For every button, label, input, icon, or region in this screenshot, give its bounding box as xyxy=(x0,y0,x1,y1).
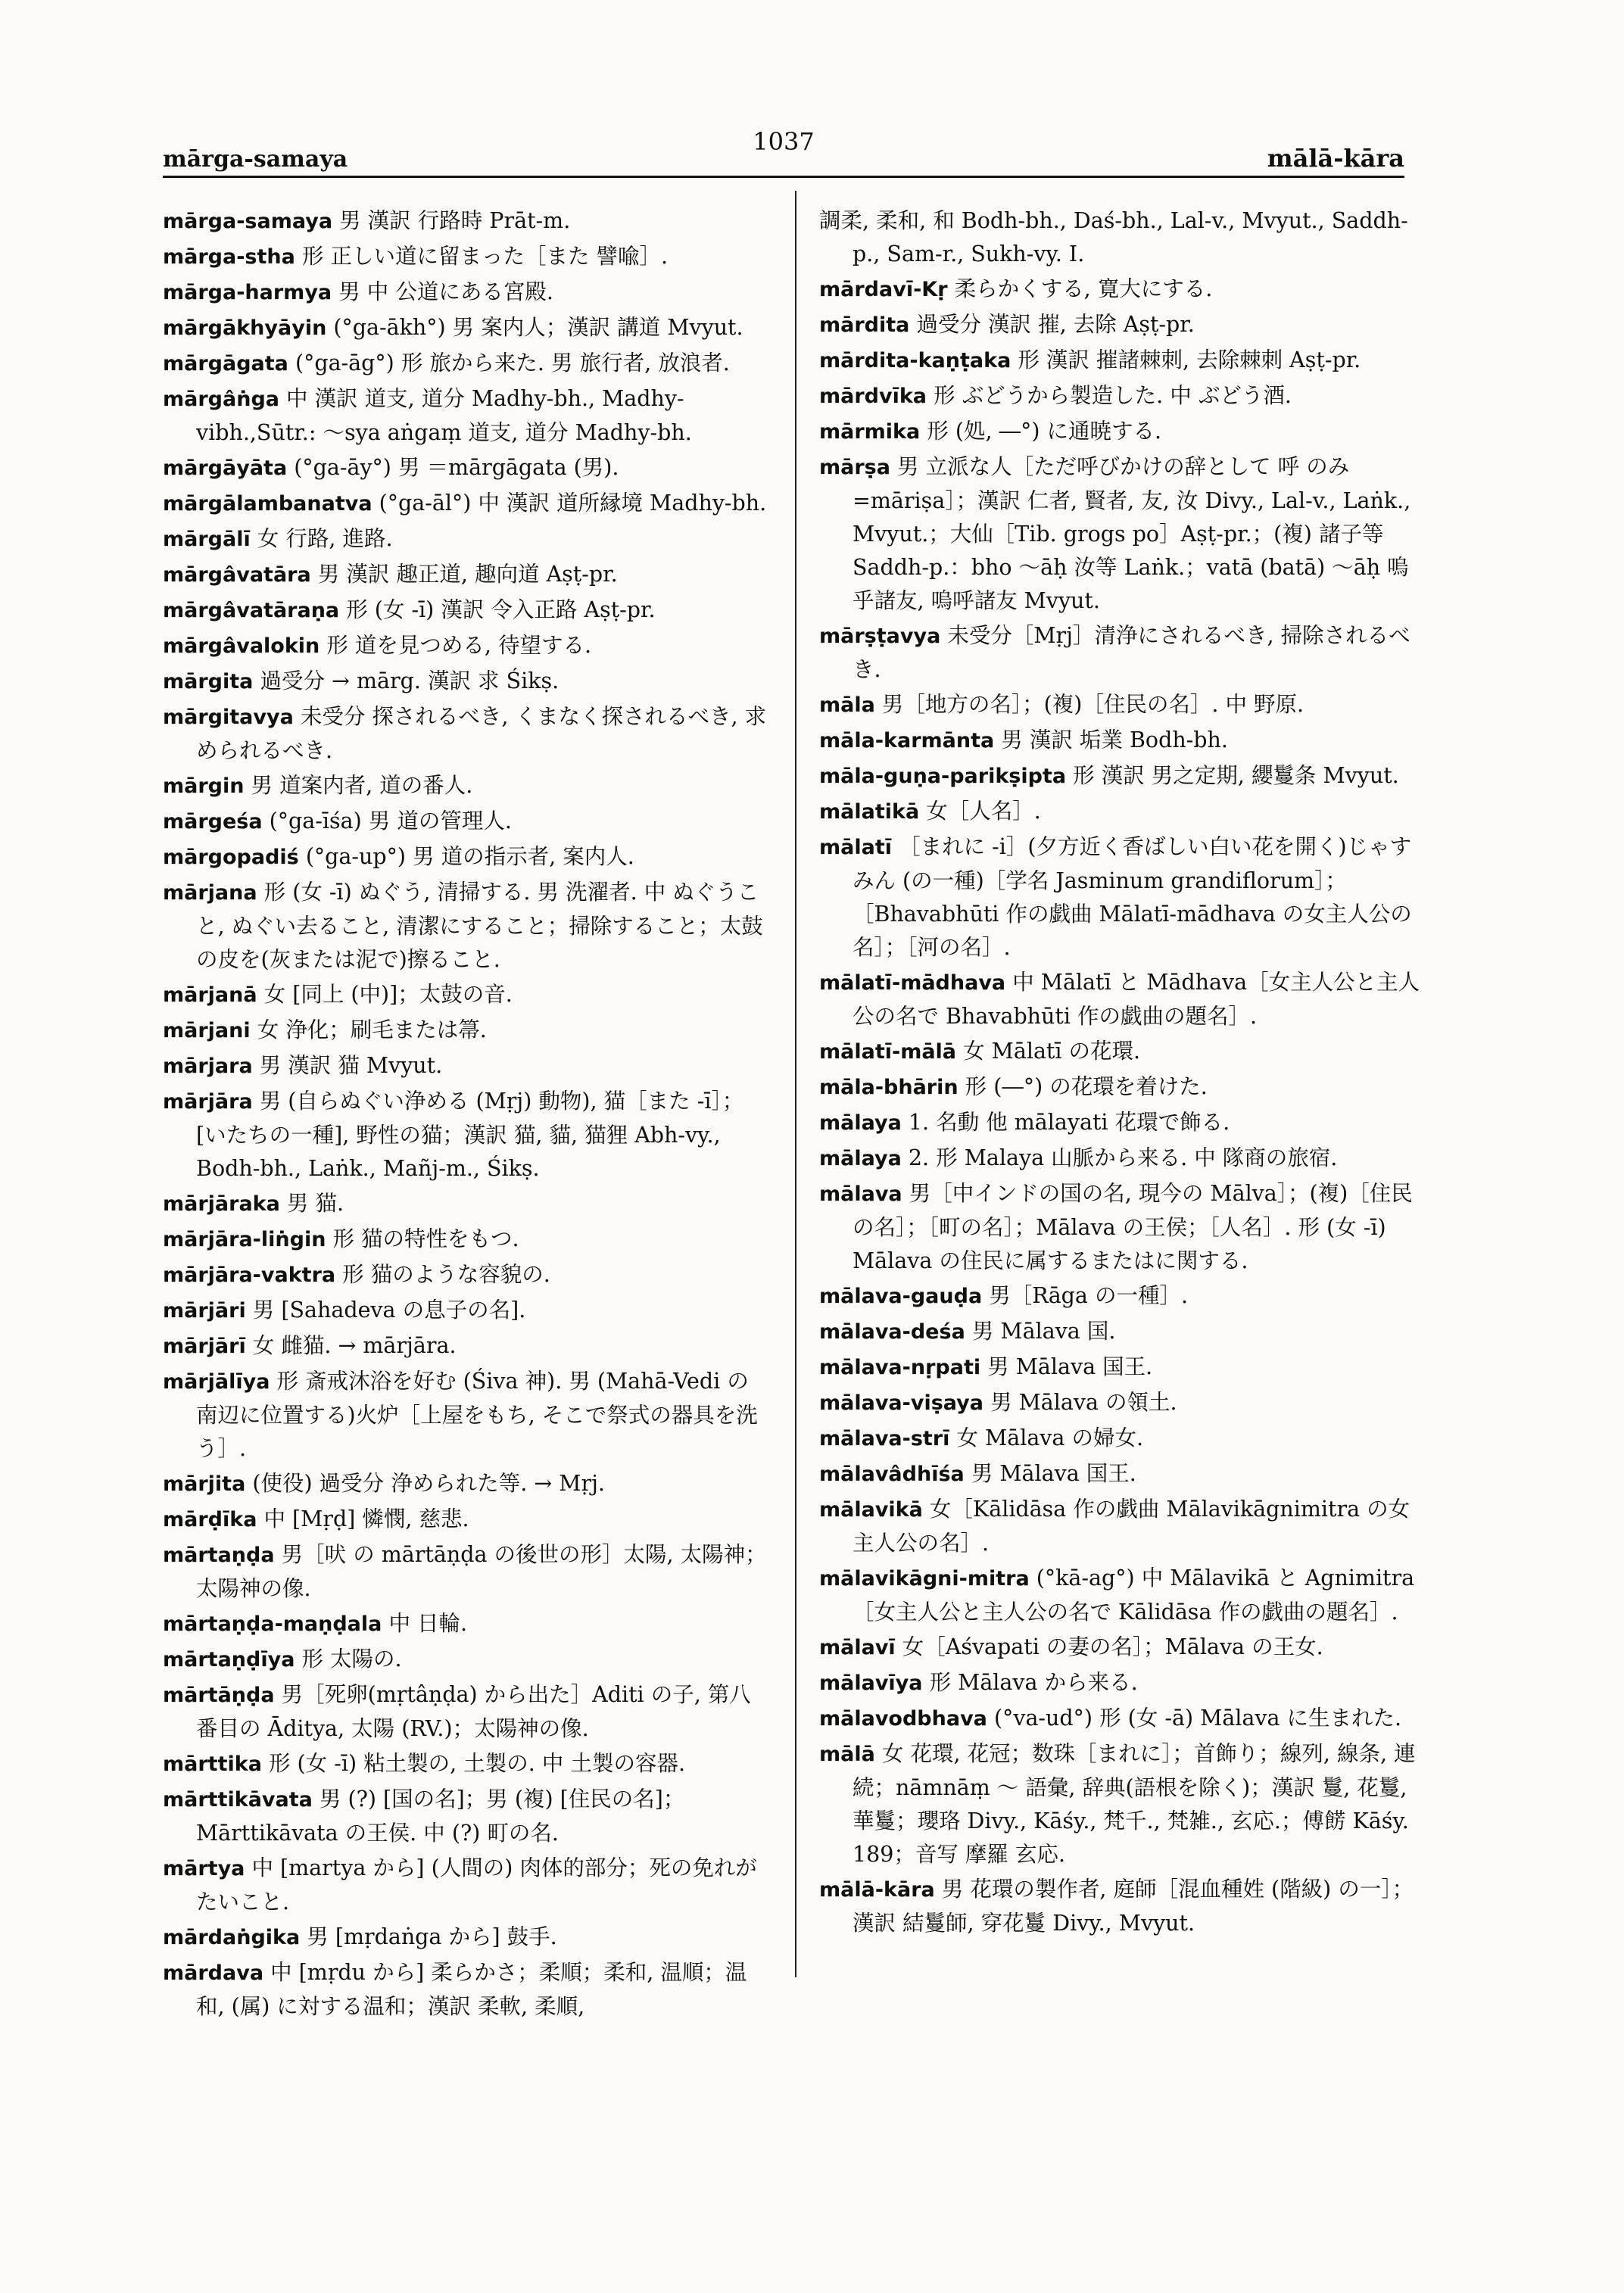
dictionary-entry xyxy=(819,1457,1425,1491)
dictionary-entry xyxy=(163,558,768,592)
entry-definition: 男 Mālava 国王. xyxy=(971,1461,1136,1486)
dictionary-entry xyxy=(819,1702,1425,1736)
dictionary-entry xyxy=(163,1503,768,1537)
entry-definition: 形 猫のような容貌の. xyxy=(342,1262,550,1287)
dictionary-entry xyxy=(163,382,768,450)
entry-definition: 形 猫の特性をもつ. xyxy=(332,1226,519,1251)
entry-headword: mālatī-mālā xyxy=(819,1040,957,1064)
entry-definition: 女 Mālatī の花環. xyxy=(963,1039,1141,1064)
entry-definition: (°kā-ag°) 中 Mālavikā と Agnimitra［女主人公と主人公の名で Kālidāsa 作の戯曲の題名］. xyxy=(853,1566,1415,1625)
entry-definition: 女［Aśvapati の妻の名］；Mālava の王女. xyxy=(902,1634,1323,1659)
entry-headword: mārdavī-Kṛ xyxy=(819,278,948,301)
entry-definition: 男 漢訳 垢業 Bodh-bh. xyxy=(1001,727,1228,752)
entry-definition: 女 浄化；刷毛または箒. xyxy=(257,1017,487,1042)
dictionary-entry xyxy=(819,308,1425,342)
entry-definition: 男 花環の製作者, 庭師［混血種姓 (階級) の一］；漢訳 結鬘師, 穿花鬘 Divy., Mvyut. xyxy=(853,1877,1414,1936)
dictionary-entry xyxy=(163,700,768,768)
entry-headword: mālā-kāra xyxy=(819,1878,935,1902)
entry-definition: 女 雌猫. → mārjāra. xyxy=(252,1333,457,1358)
dictionary-entry xyxy=(163,1085,768,1185)
entry-definition: 男 漢訳 猫 Mvyut. xyxy=(259,1053,443,1078)
entry-definition: 柔らかくする, 寛大にする. xyxy=(954,276,1213,301)
entry-headword: mārjani xyxy=(163,1019,251,1042)
dictionary-entry xyxy=(163,665,768,699)
entry-headword: mārjāra xyxy=(163,1090,253,1114)
entry-headword: mārgālī xyxy=(163,528,251,551)
entry-definition: 形 ぶどうから製造した. 中 ぶどう酒. xyxy=(934,383,1292,408)
entry-headword: mārgākhyāyin xyxy=(163,316,327,340)
dictionary-entry xyxy=(163,1852,768,1919)
dictionary-entry xyxy=(163,1747,768,1781)
entry-definition: 男［中インドの国の名, 現今の Mālva］；(複)［住民の名］；［町の名］；Mālava の王侯；［人名］. 形 (女 -ī) Mālava の住民に属するまたはに関する. xyxy=(853,1181,1413,1273)
entry-definition: 男 猫. xyxy=(286,1191,344,1216)
dictionary-entry xyxy=(163,1329,768,1363)
entry-headword: mārgâvalokin xyxy=(163,634,320,658)
entry-headword: mālavodbhava xyxy=(819,1707,987,1731)
entry-definition: 中 漢訳 道支, 道分 Madhy-bh., Madhy-vibh.,Sūtr.: ～sya aṅgaṃ 道支, 道分 Madhy-bh. xyxy=(196,386,692,445)
entry-headword: mārdaṅgika xyxy=(163,1926,301,1949)
entry-definition: 形 漢訳 男之定期, 纓鬘条 Mvyut. xyxy=(1073,763,1399,788)
entry-definition: 男 (?) [国の名]；男 (複) [住民の名]；Mārttikāvata の王侯. 中 (?) 町の名. xyxy=(196,1787,685,1846)
entry-headword: māla-karmānta xyxy=(819,729,995,752)
entry-headword: mārdava xyxy=(163,1961,264,1985)
entry-headword: mārṣṭavya xyxy=(819,625,941,648)
dictionary-entry xyxy=(819,1279,1425,1313)
entry-definition: 男 Mālava 国. xyxy=(971,1319,1116,1344)
entry-headword: mālava-viṣaya xyxy=(819,1391,983,1415)
dictionary-entry xyxy=(819,759,1425,793)
entry-headword: mārtāṇḍa xyxy=(163,1684,275,1707)
dictionary-entry xyxy=(819,1631,1425,1665)
dictionary-entry xyxy=(163,876,768,977)
dictionary-entry xyxy=(819,273,1425,307)
dictionary-entry xyxy=(819,1493,1425,1560)
entry-headword: mārjāra-vaktra xyxy=(163,1263,336,1287)
entry-headword: mārtaṇḍa-maṇḍala xyxy=(163,1612,382,1636)
entry-definition: 形 漢訳 摧諸棘刺, 去除棘刺 Aṣṭ-pr. xyxy=(1018,347,1361,372)
right-column xyxy=(819,204,1425,1942)
entry-headword: mālatī xyxy=(819,836,892,859)
entry-definition: 男 Mālava 国王. xyxy=(987,1354,1153,1379)
entry-headword: mālaya xyxy=(819,1147,902,1170)
entry-definition: 未受分［Mṛj］清浄にされるべき, 掃除されるべき. xyxy=(853,623,1410,682)
entry-headword: mārttika xyxy=(163,1752,262,1776)
dictionary-entry xyxy=(819,1873,1425,1940)
entry-headword: mālatī-mādhava xyxy=(819,971,1006,995)
entry-definition: 女 行路, 進路. xyxy=(257,526,393,551)
dictionary-entry xyxy=(819,1351,1425,1385)
entry-headword: mālaya xyxy=(819,1111,902,1135)
entry-headword: mārjanā xyxy=(163,983,257,1007)
left-column xyxy=(163,204,768,2025)
entry-headword: mālava-nṛpati xyxy=(819,1356,981,1379)
dictionary-entry xyxy=(819,1106,1425,1140)
entry-definition: (°va-ud°) 形 (女 -ā) Mālava に生まれた. xyxy=(993,1706,1402,1731)
entry-headword: mārga-stha xyxy=(163,245,295,269)
entry-definition: 女［人名］. xyxy=(926,799,1041,824)
dictionary-entry xyxy=(819,688,1425,722)
entry-definition: 男［吠 の mārtāṇḍa の後世の形］太陽, 太陽神；太陽神の像. xyxy=(196,1542,767,1601)
dictionary-entry xyxy=(163,1538,768,1606)
entry-headword: mārdita xyxy=(819,313,910,337)
entry-definition: 形 太陽の. xyxy=(301,1647,402,1671)
entry-definition: 形 Mālava から来る. xyxy=(929,1670,1138,1695)
page-number: 1037 xyxy=(753,127,815,156)
entry-definition: 女 Mālava の婦女. xyxy=(956,1425,1144,1450)
entry-definition: 形 (処, ―°) に通暁する. xyxy=(927,419,1162,444)
column-divider xyxy=(795,191,796,1977)
dictionary-entry xyxy=(819,415,1425,449)
entry-headword: mārdita-kaṇṭaka xyxy=(819,349,1011,372)
dictionary-entry xyxy=(163,840,768,874)
entry-headword: mārṣa xyxy=(819,456,890,479)
dictionary-entry xyxy=(819,619,1425,687)
entry-definition: 中 日輪. xyxy=(388,1611,468,1636)
dictionary-entry xyxy=(819,1666,1425,1700)
entry-headword: mārdvīka xyxy=(819,385,927,408)
entry-headword: mārgita xyxy=(163,670,254,693)
entry-definition: 過受分 → mārg. 漢訳 求 Śikṣ. xyxy=(260,668,560,693)
entry-definition: (°ga-ākh°) 男 案内人；漢訳 講道 Mvyut. xyxy=(333,315,743,340)
entry-headword: mārga-samaya xyxy=(163,210,333,233)
entry-definition: 男［Rāga の一種］. xyxy=(989,1283,1189,1308)
entry-headword: māla-guṇa-parikṣipta xyxy=(819,765,1067,788)
entry-definition: 形 (女 -ī) 漢訳 令入正路 Aṣṭ-pr. xyxy=(346,597,656,622)
entry-definition: ［まれに -i］(夕方近く香ばしい白い花を開く)じゃすみん (の一種)［学名 Jasminum grandiflorum］；［Bhavabhūti 作の戯曲 Mālatī-mādhava の女主人公の名］；［河の名］. xyxy=(853,834,1412,960)
entry-headword: mārjāraka xyxy=(163,1192,280,1216)
entry-definition: 形 (女 -ī) 粘土製の, 土製の. 中 土製の容器. xyxy=(268,1751,686,1776)
entry-headword: mārjāri xyxy=(163,1299,246,1323)
entry-headword: mārtya xyxy=(163,1857,245,1880)
entry-definition: 男 [Sahadeva の息子の名]. xyxy=(252,1298,526,1323)
entry-headword: mālavīya xyxy=(819,1671,923,1695)
dictionary-entry xyxy=(819,1562,1425,1629)
entry-headword: mārgâvatāra xyxy=(163,563,311,587)
dictionary-entry xyxy=(163,240,768,274)
entry-headword: mālavâdhīśa xyxy=(819,1463,965,1486)
dictionary-entry xyxy=(819,966,1425,1033)
dictionary-entry xyxy=(163,1921,768,1955)
entry-definition: 男 Mālava の領土. xyxy=(990,1390,1177,1415)
entry-definition: (°ga-īśa) 男 道の管理人. xyxy=(269,808,512,833)
dictionary-entry xyxy=(819,450,1425,618)
entry-definition: 形 道を見つめる, 待望する. xyxy=(326,633,592,658)
dictionary-entry xyxy=(163,1187,768,1221)
entry-headword: mārḍīka xyxy=(163,1508,257,1531)
dictionary-entry xyxy=(819,1386,1425,1420)
dictionary-entry xyxy=(819,724,1425,758)
entry-headword: mārgitavya xyxy=(163,706,294,729)
entry-definition: 2. 形 Malaya 山脈から来る. 中 隊商の旅宿. xyxy=(908,1145,1338,1170)
entry-headword: māla xyxy=(819,693,875,717)
entry-headword: māla-bhārin xyxy=(819,1076,959,1099)
page-header xyxy=(163,127,1404,173)
entry-definition: 中 [martya から] (人間の) 肉体的部分；死の免れがたいこと. xyxy=(196,1855,757,1914)
dictionary-entry xyxy=(163,1365,768,1466)
entry-headword: mārgopadiś xyxy=(163,846,299,869)
entry-headword: mārgâvatāraṇa xyxy=(163,599,340,622)
dictionary-entry xyxy=(163,1467,768,1501)
entry-definition: 男 立派な人［ただ呼びかけの辞として 呼 のみ =māriṣa］；漢訳 仁者, 賢者, 友, 汝 Divy., Lal-v., Laṅk., Mvyut.；大仙［Tib. grogs po］Aṣṭ-pr.；(複) 諸子等 Saddh-p.：bho ～āḥ 汝等 Laṅk.；vatā (batā) ～āḥ 嗚乎諸友, 嗚呼諸友 Mvyut. xyxy=(853,454,1411,613)
entry-definition: 中 Mālatī と Mādhava［女主人公と主人公の名で Bhavabhūti 作の戯曲の題名］. xyxy=(853,970,1420,1029)
dictionary-entry xyxy=(163,522,768,556)
entry-definition: 1. 名動 他 mālayati 花環で飾る. xyxy=(908,1110,1230,1135)
entry-definition: 中 [mṛdu から] 柔らかさ；柔順；柔和, 温順；温和, (属) に対する温和；漢訳 柔軟, 柔順, xyxy=(196,1960,747,2019)
dictionary-entry xyxy=(163,276,768,310)
dictionary-entry xyxy=(163,1258,768,1292)
entry-headword: mālavī xyxy=(819,1636,896,1659)
entry-headword: mārgāyāta xyxy=(163,456,288,480)
dictionary-entry xyxy=(163,311,768,345)
entry-definition: 未受分 探されるべき, くまなく探されるべき, 求められるべき. xyxy=(196,704,767,763)
entry-headword: mārttikāvata xyxy=(163,1788,313,1812)
dictionary-entry xyxy=(819,1315,1425,1349)
entry-headword: mārga-harmya xyxy=(163,281,332,304)
dictionary-entry xyxy=(163,204,768,238)
entry-headword: mārjālīya xyxy=(163,1370,270,1394)
entry-definition: 女 花環, 花冠；数珠［まれに］；首飾り；線列, 線条, 連続；nāmnāṃ ～ 語彙, 辞典(語根を除く)；漢訳 鬘, 花鬘, 華鬘；瓔珞 Divy., Kāśy., 梵千., 梵雑., 玄応.；傅餝 Kāśy. 189；音写 摩羅 玄応. xyxy=(853,1741,1416,1867)
dictionary-entry xyxy=(163,1956,768,2024)
entry-definition: 男 (自らぬぐい浄める (Mṛj) 動物), 猫［また -ī］；[いたちの一種], 野性の猫；漢訳 猫, 貓, 猫狸 Abh-vy., Bodh-bh., Laṅk., Mañj-m., Śikṣ. xyxy=(196,1089,744,1181)
dictionary-entry xyxy=(819,204,1425,271)
dictionary-entry xyxy=(163,1678,768,1746)
entry-definition: 形 正しい道に留まった［また 譬喩］. xyxy=(301,244,669,269)
entry-headword: mārgeśa xyxy=(163,810,263,833)
dictionary-entry xyxy=(163,978,768,1012)
entry-definition: (°ga-up°) 男 道の指示者, 案内人. xyxy=(305,844,634,869)
dictionary-entry xyxy=(163,629,768,663)
entry-definition: 形 (―°) の花環を着けた. xyxy=(965,1074,1208,1099)
dictionary-entry xyxy=(819,1177,1425,1278)
entry-headword: mālava xyxy=(819,1182,902,1206)
dictionary-entry xyxy=(163,805,768,839)
entry-headword: mārjāra-liṅgin xyxy=(163,1228,326,1251)
dictionary-entry xyxy=(163,1643,768,1677)
dictionary-entry xyxy=(163,1294,768,1328)
entry-definition: 形 斎戒沐浴を好む (Śiva 神). 男 (Mahā-Vedi の南辺に位置する)火炉［上屋をもち, そこで祭式の器具を洗う］. xyxy=(196,1369,758,1461)
entry-headword: mālava-deśa xyxy=(819,1320,965,1344)
dictionary-entry xyxy=(163,769,768,803)
entry-headword: mārmika xyxy=(819,420,921,444)
entry-headword: mārgin xyxy=(163,774,245,798)
dictionary-entry xyxy=(163,594,768,628)
entry-headword: mārgâṅga xyxy=(163,388,279,411)
dictionary-entry xyxy=(819,1070,1425,1104)
dictionary-entry xyxy=(163,1783,768,1850)
entry-headword: mālavikāgni-mitra xyxy=(819,1567,1030,1590)
header-right-guide-word: mālā-kāra xyxy=(1267,144,1404,173)
entry-definition: (使役) 過受分 浄められた等. → Mṛj. xyxy=(252,1471,605,1496)
dictionary-entry xyxy=(819,344,1425,378)
dictionary-entry xyxy=(819,379,1425,413)
entry-headword: mālavikā xyxy=(819,1498,923,1522)
dictionary-entry xyxy=(819,1737,1425,1871)
dictionary-entry xyxy=(819,1142,1425,1176)
dictionary-entry xyxy=(819,1422,1425,1456)
entry-headword: mālava-strī xyxy=(819,1427,950,1450)
entry-headword: mārgāgata xyxy=(163,352,288,375)
dictionary-entry xyxy=(163,451,768,485)
entry-definition: 女 [同上 (中)]；太鼓の音. xyxy=(263,982,513,1007)
entry-definition: 中 [Mṛḍ] 憐憫, 慈悲. xyxy=(263,1506,469,1531)
entry-headword: mālatikā xyxy=(819,800,920,824)
entry-definition: 調柔, 柔和, 和 Bodh-bh., Daś-bh., Lal-v., Mvyut., Saddh-p., Sam-r., Sukh-vy. I. xyxy=(819,208,1408,266)
entry-definition: 形 (女 -ī) ぬぐう, 清掃する. 男 洗濯者. 中 ぬぐうこと, ぬぐい去ること, 清潔にすること；掃除すること；太鼓の皮を(灰または泥で)擦ること. xyxy=(196,880,763,972)
entry-definition: (°ga-āl°) 中 漢訳 道所縁境 Madhy-bh. xyxy=(379,491,767,516)
entry-definition: 男 道案内者, 道の番人. xyxy=(251,773,473,798)
entry-definition: (°ga-āg°) 形 旅から来た. 男 旅行者, 放浪者. xyxy=(295,350,730,375)
dictionary-entry xyxy=(163,1049,768,1083)
dictionary-entry xyxy=(163,1014,768,1048)
dictionary-entry xyxy=(819,1035,1425,1069)
entry-headword: mārgālambanatva xyxy=(163,492,372,516)
entry-headword: mārjita xyxy=(163,1472,246,1496)
header-rule xyxy=(163,176,1404,178)
entry-definition: 男 漢訳 行路時 Prāt-m. xyxy=(339,208,571,233)
entry-definition: 女［Kālidāsa 作の戯曲 Mālavikāgnimitra の女主人公の名］. xyxy=(853,1497,1410,1556)
entry-definition: 過受分 漢訳 摧, 去除 Aṣṭ-pr. xyxy=(916,312,1195,337)
dictionary-entry xyxy=(819,830,1425,964)
dictionary-entry xyxy=(819,795,1425,829)
entry-headword: mārtaṇḍīya xyxy=(163,1648,295,1671)
entry-headword: mālā xyxy=(819,1743,875,1766)
entry-definition: 男［死卵(mṛtâṇḍa) から出た］Aditi の子, 第八番目の Āditya, 太陽 (RV.)；太陽神の像. xyxy=(196,1682,751,1741)
entry-definition: (°ga-āy°) 男 ＝mārgāgata (男). xyxy=(294,455,619,480)
entry-headword: mārjara xyxy=(163,1055,253,1078)
dictionary-entry xyxy=(163,487,768,521)
entry-headword: mārtaṇḍa xyxy=(163,1544,275,1567)
entry-definition: 男 [mṛdaṅga から] 鼓手. xyxy=(307,1924,557,1949)
dictionary-entry xyxy=(163,1223,768,1257)
entry-definition: 男 漢訳 趣正道, 趣向道 Aṣṭ-pr. xyxy=(317,562,618,587)
entry-headword: mārjana xyxy=(163,881,257,905)
entry-definition: 男［地方の名］；(複)［住民の名］. 中 野原. xyxy=(881,692,1304,717)
dictionary-entry xyxy=(163,1607,768,1641)
entry-headword: mārjārī xyxy=(163,1335,246,1358)
header-left-guide-word: mārga-samaya xyxy=(163,146,348,173)
dictionary-entry xyxy=(163,347,768,381)
entry-definition: 男 中 公道にある宮殿. xyxy=(338,279,553,304)
entry-headword: mālava-gauḍa xyxy=(819,1285,983,1308)
